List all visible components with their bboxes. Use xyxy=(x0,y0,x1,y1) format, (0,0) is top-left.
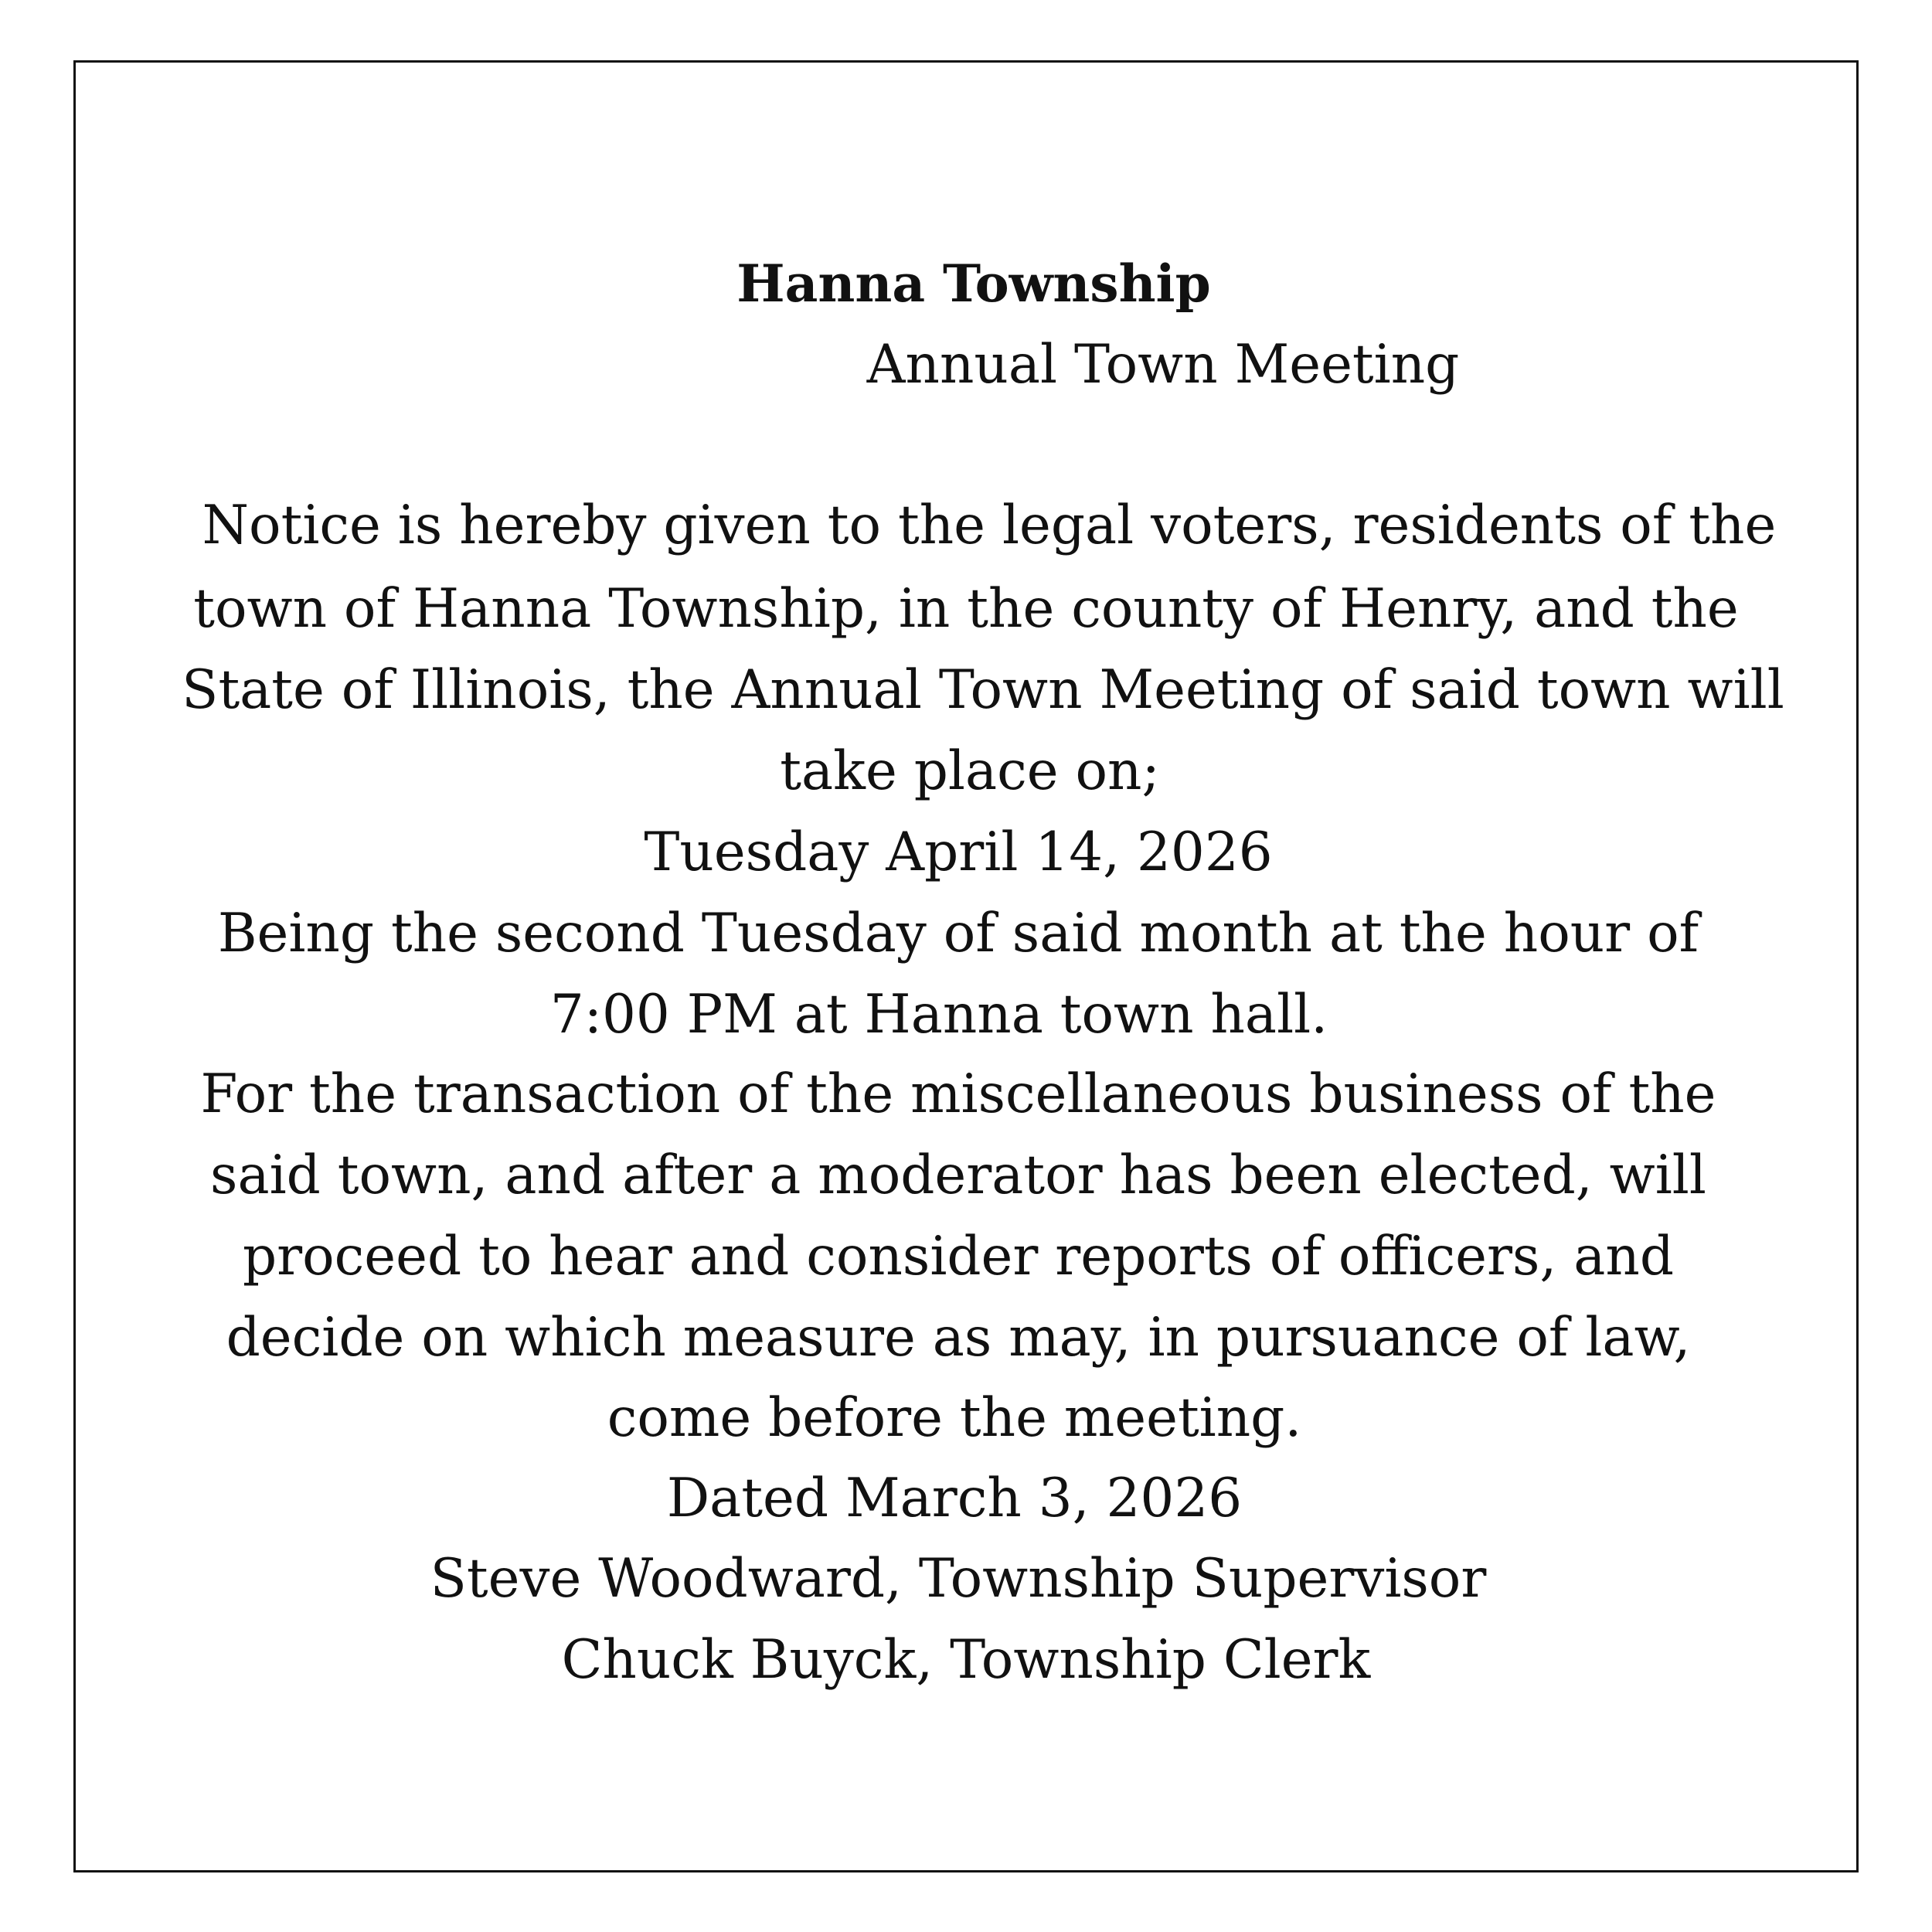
business-line-1: For the transaction of the miscellaneous business of the xyxy=(200,1063,1716,1125)
business-line-4: decide on which measure as may, in pursuance of law, xyxy=(226,1307,1691,1369)
notice-paragraph-line-2: town of Hanna Township, in the county of Henry, and the xyxy=(193,578,1739,640)
business-line-5: come before the meeting. xyxy=(607,1387,1302,1449)
dated-line: Dated March 3, 2026 xyxy=(666,1468,1243,1529)
meeting-time-line-1: Being the second Tuesday of said month at the hour of xyxy=(217,903,1699,964)
meeting-date: Tuesday April 14, 2026 xyxy=(644,821,1273,883)
notice-paragraph-line-4: take place on; xyxy=(780,740,1160,802)
business-line-2: said town, and after a moderator has been elected, will xyxy=(210,1145,1706,1206)
business-line-3: proceed to hear and consider reports of officers, and xyxy=(242,1226,1675,1287)
notice-paragraph-line-1: Notice is hereby given to the legal voters, residents of the xyxy=(202,495,1777,556)
signatory-supervisor: Steve Woodward, Township Supervisor xyxy=(430,1548,1487,1610)
signatory-clerk: Chuck Buyck, Township Clerk xyxy=(561,1629,1371,1691)
notice-title: Hanna Township xyxy=(736,253,1211,314)
meeting-time-line-2: 7:00 PM at Hanna town hall. xyxy=(549,984,1328,1046)
notice-paragraph-line-3: State of Illinois, the Annual Town Meeting of said town will xyxy=(182,659,1784,721)
notice-subtitle: Annual Town Meeting xyxy=(866,334,1460,396)
